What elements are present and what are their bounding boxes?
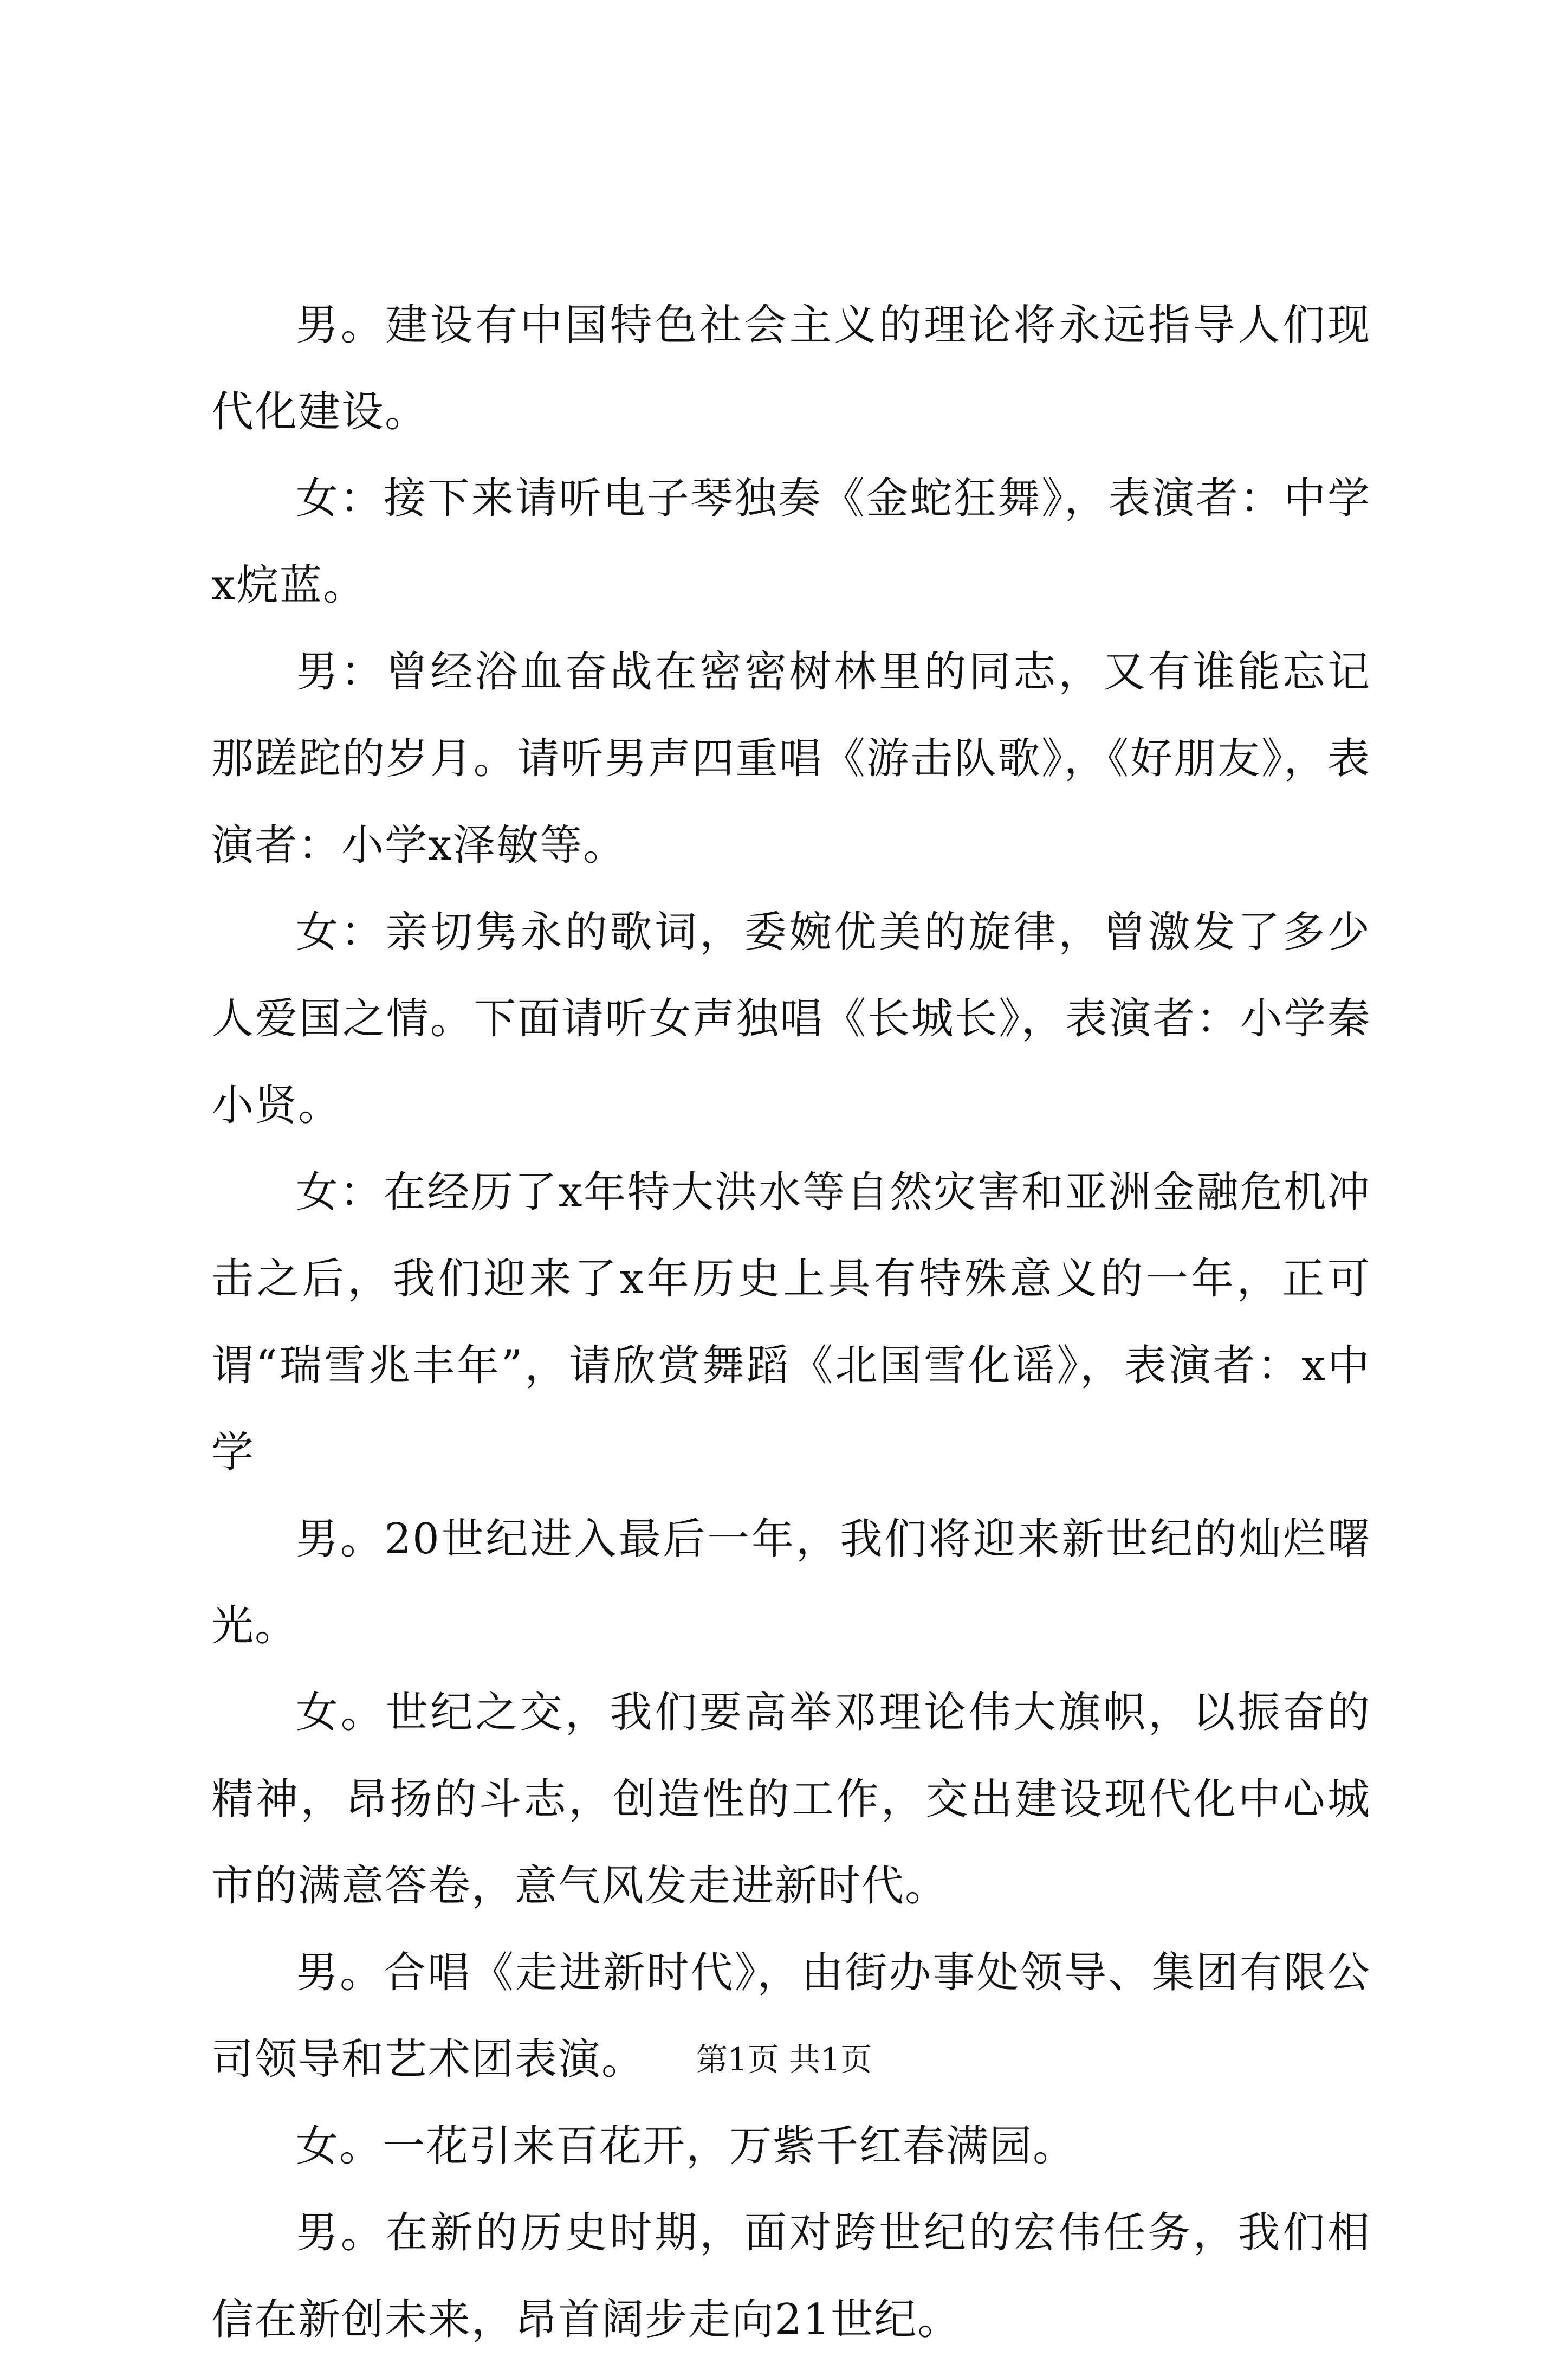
paragraph: 女。一花引来百花开，万紫千红春满园。 xyxy=(296,2122,1077,2171)
paragraph: 男：曾经浴血奋战在密密树林里的同志，又有谁能忘记那蹉跎的岁月。请听男声四重唱《游击队歌》，《好朋友》，表演者：小学x泽敏等。 xyxy=(211,648,1371,870)
paragraph: 男。合唱《走进新时代》，由街办事处领导、集团有限公司领导和艺术团表演。 xyxy=(211,1948,1371,2084)
paragraph: 男。在新的历史时期，面对跨世纪的宏伟任务，我们相信在新创未来，昂首阔步走向21世纪。 xyxy=(211,2209,1371,2344)
paragraph: 女：亲切隽永的歌词，委婉优美的旋律，曾激发了多少人爱国之情。下面请听女声独唱《长城长》，表演者：小学秦小贤。 xyxy=(211,908,1371,1130)
paragraph: 男。建设有中国特色社会主义的理论将永远指导人们现代化建设。 xyxy=(211,301,1371,436)
paragraph: 女：在经历了x年特大洪水等自然灾害和亚洲金融危机冲击之后，我们迎来了x年历史上具有特殊意义的一年，正可谓“瑞雪兆丰年”，请欣赏舞蹈《北国雪化谣》，表演者：x中学 xyxy=(211,1168,1371,1477)
page-number-label: 第1页 共1页 xyxy=(696,2041,872,2078)
page-footer xyxy=(0,2038,1568,2081)
paragraph: 男。20世纪进入最后一年，我们将迎来新世纪的灿烂曙光。 xyxy=(211,1515,1371,1650)
paragraph: 女：接下来请听电子琴独奏《金蛇狂舞》，表演者：中学x烷蓝。 xyxy=(211,474,1371,610)
paragraph: 女。世纪之交，我们要高举邓理论伟大旗帜，以振奋的精神，昂扬的斗志，创造性的工作，交出建设现代化中心城市的满意答卷，意气风发走进新时代。 xyxy=(211,1688,1371,1910)
